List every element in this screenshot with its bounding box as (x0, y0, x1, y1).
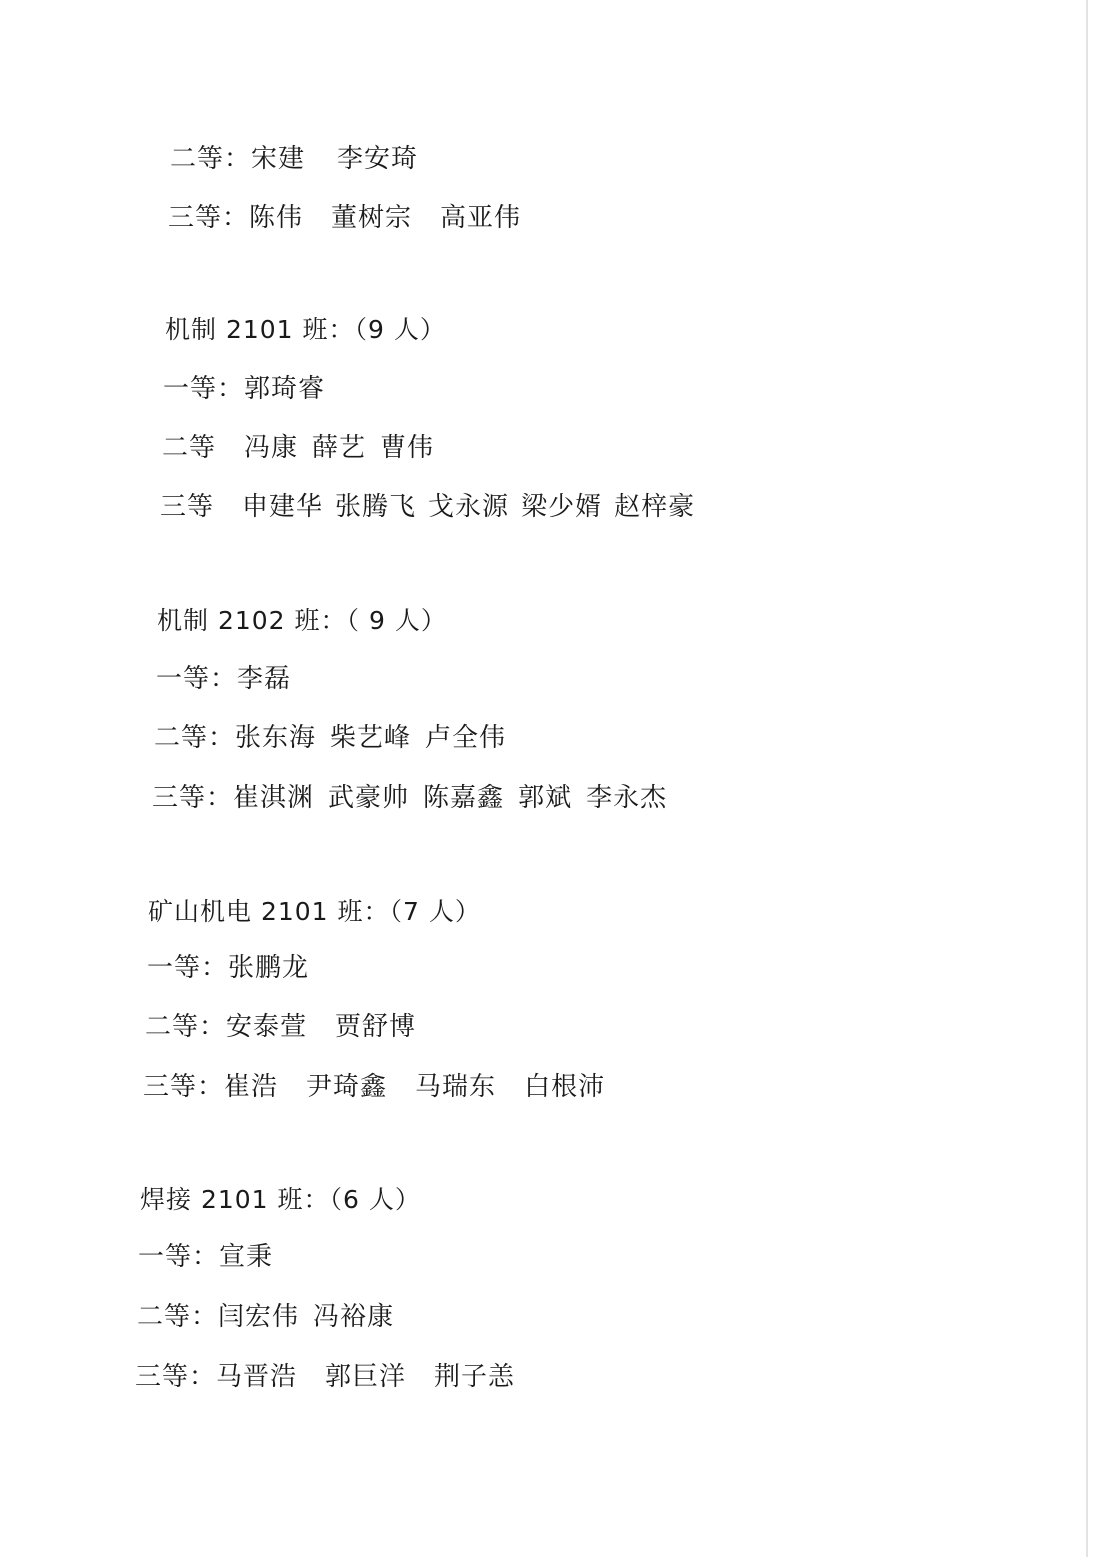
student-name: 冯裕康 (313, 1302, 395, 1332)
second-prize-row (154, 721, 506, 755)
prize-label: 三等： (168, 203, 250, 233)
second-prize-row (137, 1300, 394, 1334)
student-name: 曹伟 (380, 433, 435, 463)
student-name: 郭斌 (518, 783, 573, 813)
second-prize-row (162, 431, 434, 465)
class-heading: 机制 2101 班：（9 人） (165, 315, 446, 344)
student-name: 郭巨洋 (325, 1362, 407, 1392)
student-name: 张鹏龙 (228, 953, 310, 983)
student-name: 闫宏伟 (218, 1302, 300, 1332)
prize-label: 三等： (152, 783, 234, 813)
prize-label: 一等： (156, 664, 238, 694)
prize-label: 二等 (162, 433, 217, 463)
student-name: 李永杰 (586, 783, 668, 813)
student-name: 贾舒博 (335, 1012, 417, 1042)
prize-label: 三等 (160, 492, 215, 522)
student-name: 尹琦鑫 (306, 1072, 388, 1102)
student-name: 白根沛 (524, 1072, 606, 1102)
first-prize-row (163, 372, 325, 406)
class-heading: 矿山机电 2101 班：（7 人） (148, 897, 481, 926)
student-name: 荆子恙 (434, 1362, 516, 1392)
prize-label: 二等： (137, 1302, 219, 1332)
prize-label: 一等： (163, 374, 245, 404)
student-name: 卢全伟 (425, 723, 507, 753)
student-name: 柴艺峰 (330, 723, 412, 753)
student-name: 李安琦 (337, 144, 419, 174)
scan-edge-line (1086, 0, 1088, 1557)
third-prize-row (135, 1360, 515, 1394)
top-third-prize-row (168, 201, 521, 235)
student-name: 崔浩 (224, 1072, 279, 1102)
first-prize-row (138, 1240, 273, 1274)
first-prize-row (156, 662, 291, 696)
student-name: 申建华 (242, 492, 324, 522)
prize-label: 二等： (145, 1012, 227, 1042)
student-name: 郭琦睿 (244, 374, 326, 404)
prize-label: 一等： (138, 1242, 220, 1272)
first-prize-row (147, 951, 309, 985)
student-name: 赵梓豪 (614, 492, 696, 522)
student-name: 武豪帅 (328, 783, 410, 813)
third-prize-row (152, 781, 667, 815)
student-name: 高亚伟 (440, 203, 522, 233)
prize-label: 三等： (143, 1072, 225, 1102)
third-prize-row (143, 1070, 605, 1104)
prize-label: 二等： (154, 723, 236, 753)
student-name: 董树宗 (331, 203, 413, 233)
third-prize-row (160, 490, 695, 524)
prize-label: 二等： (170, 144, 252, 174)
student-name: 马晋浩 (216, 1362, 298, 1392)
student-name: 马瑞东 (415, 1072, 497, 1102)
prize-label: 一等： (147, 953, 229, 983)
class-heading: 机制 2102 班：（ 9 人） (157, 606, 447, 635)
prize-label: 三等： (135, 1362, 217, 1392)
top-second-prize-row (170, 142, 418, 176)
student-name: 李磊 (237, 664, 292, 694)
student-name: 冯康 (244, 433, 299, 463)
student-name: 张腾飞 (335, 492, 417, 522)
student-name: 薛艺 (312, 433, 367, 463)
student-name: 安泰萱 (226, 1012, 308, 1042)
student-name: 宋建 (251, 144, 306, 174)
second-prize-row (145, 1010, 416, 1044)
student-name: 张东海 (235, 723, 317, 753)
student-name: 梁少婿 (521, 492, 603, 522)
class-heading: 焊接 2101 班：（6 人） (140, 1185, 421, 1214)
student-name: 戈永源 (428, 492, 510, 522)
student-name: 陈嘉鑫 (423, 783, 505, 813)
student-name: 陈伟 (249, 203, 304, 233)
student-name: 宣秉 (219, 1242, 274, 1272)
student-name: 崔淇渊 (233, 783, 315, 813)
